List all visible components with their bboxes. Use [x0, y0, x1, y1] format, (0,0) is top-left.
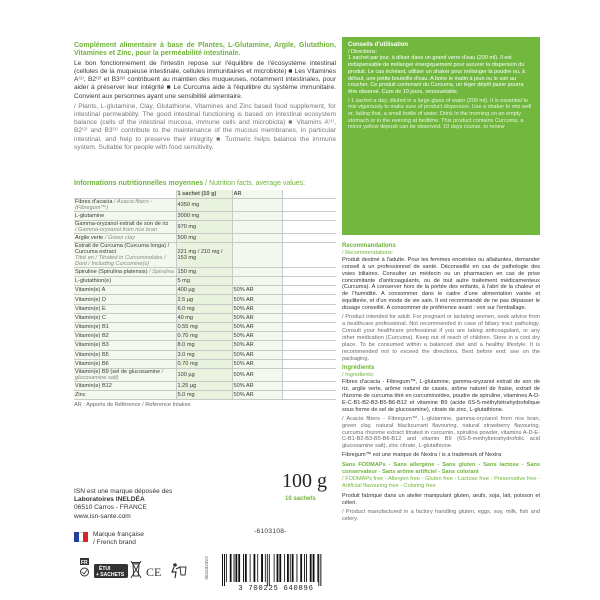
barcode-bar: [274, 554, 275, 582]
picto-line1: ÉTUI: [99, 566, 111, 572]
product-description: [74, 42, 336, 152]
nutrient-label: Extrait de Curcuma (Curcuma longa) / Curcuma extract: [75, 242, 170, 255]
tidyman-icon: [172, 563, 186, 578]
description-fr: Le bon fonctionnement de l'intestin repose sur l'équilibre de l'écosystème intestinal (cellules de la muqueuse intestinale, cellules immunitaires et microbiote) ■ Les Vitamines A⁽¹⁾, B2⁽²⁾ et B3⁽³⁾ contribuent au maintien des muqueuses, notamment intestinales, pour aider à préserver leur intégrité ■ Le Curcuma aide à l'équilibre du système immunitaire. Convient aux personnes ayant une sensibilité alimentaire.: [74, 59, 336, 100]
barcode-bar: [289, 554, 290, 582]
brand-line-1: ISN est une marque déposée des: [74, 488, 173, 495]
barcode-bar: [261, 554, 263, 582]
barcode-bar: [267, 554, 268, 586]
barcode-bar: [290, 554, 291, 582]
header-blank: [74, 190, 176, 198]
barcode-bar: [271, 554, 274, 582]
nutrient-label: Vitamin(e) B5: [75, 351, 109, 358]
barcode-bar: [279, 554, 281, 582]
nutrient-ar: 50% AR: [232, 368, 282, 381]
nutrient-label: Vitamin(e) E: [75, 305, 106, 312]
nutrient-extra: [282, 242, 336, 267]
nutrient-name: [74, 295, 176, 304]
nutrient-extra: [282, 286, 336, 295]
directions-title: Conseils d'utilisation: [348, 42, 409, 48]
nutrition-row: [74, 198, 336, 211]
nutrient-name: [74, 286, 176, 295]
barcode-bar: [294, 554, 297, 582]
nutrient-ar: 50% AR: [232, 286, 282, 295]
nutrition-row: [74, 313, 336, 322]
nutrition-title-fr: Informations nutritionnelles moyennes: [74, 180, 204, 187]
nutrient-ar: 50% AR: [232, 359, 282, 368]
nutrient-name: [74, 211, 176, 220]
nutrient-name: [74, 267, 176, 276]
nutrient-ar: [232, 233, 282, 242]
ingredients-fr: Fibres d'acacia - Fibregum™, L-glutamine, gamma-oryzanol extrait de son de riz, argile verte, arôme naturel de cassis, arôme naturel de fraise, extrait de rhizome de curcuma titré en curcuminoïdes, poudre de spiruline, vitamines A-D-E-C-B1-B2-B3-B5-B6-B12 et vitamine B9 (acide 6S-5-méthyltétrahydrofolique sous forme de sel de glucosamine), citrate de zinc, L-glutathione.: [342, 379, 540, 413]
nutrition-row: [74, 242, 336, 267]
nutrient-sublabel: Titré en / Titrated in Curcuminoïdes / Dont / Including Curcumine(s): [75, 254, 166, 267]
nutrient-extra: [282, 323, 336, 332]
barcode-bar: [240, 554, 243, 582]
nutrition-row: [74, 350, 336, 359]
nutrient-extra: [282, 277, 336, 286]
nutrient-value: 500 mg: [176, 233, 232, 242]
reference-intake-note: AR : Apports de Référence / Reference Intakes: [74, 402, 191, 409]
nutrient-label: Vitamin(e) C: [75, 314, 106, 321]
nutrition-row: [74, 277, 336, 286]
brand-website[interactable]: www.isn-sante.com: [74, 512, 131, 520]
nutrient-extra: [282, 381, 336, 390]
barcode-bar: [317, 554, 318, 582]
barcode-bar: [235, 554, 236, 582]
nutrient-name: [74, 332, 176, 341]
nutrition-header-row: [74, 190, 336, 198]
nutrient-sublabel: / Spirulina: [147, 268, 174, 275]
product-headline: Complément alimentaire à base de Plantes, L-Glutamine, Argile, Glutathion, Vitamines et Zinc, pour la perméabilité intestinale.: [74, 42, 336, 58]
nutrient-name: [74, 198, 176, 211]
recycle-box-icon: [94, 564, 128, 578]
french-brand-en: / French brand: [93, 538, 136, 546]
nutrient-name: [74, 304, 176, 313]
nutrient-value: 40 mg: [176, 313, 232, 322]
french-flag-icon: [74, 532, 88, 542]
nutrition-row: [74, 341, 336, 350]
nutrient-value: 1.25 µg: [176, 381, 232, 390]
nutrient-extra: [282, 198, 336, 211]
recommendations-en: / Product intended for adult. For pregnant or lactating women, seek advice from a healthcare professional. Not recommended in case of biliary tract pathology. Consult your healthcare professional if you are taking anticoagulant, or any other medication (Curcuma). Keep out of reach of children. Store in a cool dry place. To be consumed within a balanced diet and a healthy lifestyle. It is recommended not to exceed the directions. Best before end: see on the packaging.: [342, 314, 540, 362]
nutrient-ar: 50% AR: [232, 323, 282, 332]
barcode-bar: [277, 554, 279, 582]
nutrient-value: 0.70 mg: [176, 359, 232, 368]
nutrient-value: 0.70 mg: [176, 332, 232, 341]
barcode-bar: [297, 554, 298, 582]
ingredients-en: / Acacia fibers - Fibregum™, L-glutamine, gamma-oryzanol from rice bran, green clay, natural blackcurrant flavouring, natural strawberry flavouring, curcuma rhizome extract titrated in curcumin, spirulina powder, vitamins A-D-E-C-B1-B2-B3-B5-B6-B12 and vitamin B9 (6S-5-methyltetrahydrofolic acid glucosamine salt), zinc citrate, L-glutathione.: [342, 415, 540, 450]
nutrient-ar: 50% AR: [232, 350, 282, 359]
barcode-bar: [244, 554, 245, 582]
nutrient-ar: [232, 267, 282, 276]
nutrient-extra: [282, 295, 336, 304]
nutrient-value: 400 µg: [176, 286, 232, 295]
barcode-bar: [265, 554, 266, 582]
nutrient-extra: [282, 350, 336, 359]
recycling-pictograms: [80, 556, 200, 586]
barcode-bar: [226, 554, 227, 582]
nutrient-ar: [232, 198, 282, 211]
nutrient-extra: [282, 313, 336, 322]
nutrient-extra: [282, 220, 336, 233]
barcode-bar: [224, 554, 225, 586]
nutrition-row: [74, 323, 336, 332]
nutrient-value: 8.0 mg: [176, 341, 232, 350]
nutrient-label: Vitamin(e) B12: [75, 383, 112, 390]
barcode-bar: [300, 554, 302, 582]
nutrient-value: 6.0 mg: [176, 304, 232, 313]
ingredients-subtitle: / Ingredients:: [342, 372, 375, 379]
recommendations-fr: Produit destiné à l'adulte. Pour les femmes enceintes ou allaitantes, demander conseil à un professionnel de santé. Déconseillé en cas de pathologie des voies biliaires. Consulter un médecin ou un pharmacien en cas de prise concomitante d'anticoagulants, ou de tout autre traitement médicamenteux (Curcuma). A conserver hors de la portée des enfants, à l'abri de la chaleur et de l'humidité. A consommer dans le cadre d'une alimentation variée et équilibrée, et d'un mode de vie sain. Il est recommandé de ne pas dépasser le dosage conseillé. A consommer de préférence avant : voir sur l'emballage.: [342, 256, 540, 312]
barcode-bar: [312, 554, 313, 582]
nutrient-name: [74, 233, 176, 242]
header-ar: AR: [232, 190, 282, 198]
barcode-bar: [223, 554, 224, 586]
nutrient-name: [74, 341, 176, 350]
barcode-bar: [232, 554, 234, 582]
barcode-number: 3 700225 640896: [238, 585, 314, 593]
nutrient-label: Vitamin(e) D: [75, 296, 106, 303]
barcode-bar: [245, 554, 247, 582]
barcode-bar: [304, 554, 305, 582]
nutrition-row: [74, 233, 336, 242]
directions-subtitle: / Directions:: [348, 48, 378, 55]
barcode-bar: [302, 554, 304, 582]
barcode-bar: [227, 554, 230, 582]
nutrition-title: [74, 180, 336, 187]
barcode-bar: [284, 554, 285, 582]
recommendations: [342, 243, 540, 525]
nutrient-value: 4350 mg: [176, 198, 232, 211]
barcode-bar: [270, 554, 271, 586]
nutrient-label: Gamma-oryzanol extrait de son de riz: [75, 220, 169, 227]
nutrient-label: Zinc: [75, 392, 86, 399]
recommendations-title: Recommandations: [342, 243, 396, 249]
nutrient-extra: [282, 368, 336, 381]
brand-line-2: [74, 496, 172, 504]
nutrient-label: L-glutamine: [75, 212, 105, 219]
barcode-bar: [318, 554, 319, 586]
picto-fr: FR: [81, 560, 88, 566]
barcode-bar: [243, 554, 244, 582]
nutrition-row: [74, 211, 336, 220]
nutrition-row: [74, 359, 336, 368]
nutrient-name: [74, 359, 176, 368]
nutrient-label: Fibres d'acacia: [75, 198, 113, 205]
barcode-bar: [225, 554, 226, 582]
nutrient-ar: 50% AR: [232, 381, 282, 390]
nutrient-sublabel: / Gamma-oryzanol from rice bran: [75, 226, 158, 233]
directions-box: [342, 37, 540, 235]
nutrition-row: [74, 304, 336, 313]
barcode-bar: [251, 554, 254, 582]
barcode-bar: [281, 554, 284, 582]
barcode-bar: [275, 554, 277, 582]
nutrition-row: [74, 220, 336, 233]
nutrient-name: [74, 391, 176, 400]
barcode-bar: [238, 554, 240, 582]
nutrient-value: 5 mg: [176, 277, 232, 286]
nutrient-name: [74, 277, 176, 286]
nutrient-label: Spiruline (Spirulina platensis): [75, 268, 148, 275]
description-en: / Plants, L-glutamine, Clay, Glutathione, Vitamines and Zinc based food supplement, for intestinal permeability. The good intestinal functioning is based on intestinal ecosystem balance (cells of the intestinal mucosa, immune cells and microbiota) ■ Vitamins A⁽¹⁾, B2⁽²⁾ and B3⁽³⁾ contribute to the maintenance of the mucous membranes, in particular intestinal, and help to preserve their integrity ■ Turmeric helps balance the immune system. Suitable for people with food sensitivity.: [74, 102, 336, 151]
nutrient-value: 970 mg: [176, 220, 232, 233]
net-weight: 100 g: [282, 470, 327, 492]
nutrient-ar: [232, 211, 282, 220]
barcode-bar: [257, 554, 258, 582]
trademark-note: Fibregum™ est une marque de Nexira / is a trademark of Nexira: [342, 452, 502, 459]
barcode-bar: [247, 554, 250, 582]
nutrient-ar: 50% AR: [232, 332, 282, 341]
nutrient-ar: 50% AR: [232, 295, 282, 304]
lot-number: -6103108-: [254, 528, 287, 535]
barcode-bar: [237, 554, 238, 582]
barcode-bar: [320, 554, 321, 586]
recommendations-subtitle: / Recommendations:: [342, 249, 394, 256]
nutrient-ar: 50% AR: [232, 304, 282, 313]
nutrient-label: Vitamin(e) B1: [75, 324, 109, 331]
barcode-bar: [285, 554, 287, 582]
barcode-bar: [268, 554, 269, 586]
nutrient-ar: 50% AR: [232, 391, 282, 400]
barcode-bar: [313, 554, 315, 582]
nutrition-row: [74, 381, 336, 390]
nutrient-name: [74, 381, 176, 390]
nutrient-sublabel: / glucosamine salt): [75, 368, 164, 381]
nutrient-name: [74, 313, 176, 322]
barcode-bar: [305, 554, 306, 582]
nutrient-value: 3.0 mg: [176, 350, 232, 359]
barcode-bar: [263, 554, 265, 582]
barcode-bar: [287, 554, 289, 582]
brand-line-3: 06510 Carros - FRANCE: [74, 504, 147, 512]
nutrient-value: 221 mg / 210 mg / 153 mg: [176, 242, 232, 267]
nutrient-extra: [282, 391, 336, 400]
nutrition-row: [74, 332, 336, 341]
barcode-bars: [216, 554, 336, 586]
nutrient-value: 150 mg: [176, 267, 232, 276]
barcode-bar: [278, 554, 279, 582]
nutrition-table: [74, 190, 336, 400]
barcode-bar: [292, 554, 294, 582]
barcode-bar: [297, 554, 300, 582]
nutrition-row: [74, 391, 336, 400]
lab-name: Laboratoires INELDÉA: [74, 496, 145, 504]
nutrient-ar: 50% AR: [232, 313, 282, 322]
barcode-bar: [291, 554, 292, 582]
nutrient-sublabel: / Green clay: [103, 234, 136, 241]
nutrient-ar: [232, 242, 282, 267]
french-brand-fr: Marque française: [93, 531, 144, 538]
barcode-bar: [319, 554, 320, 586]
nutrient-label: Vitamin(e) B6: [75, 360, 109, 367]
flag-red: [83, 532, 88, 542]
nutrient-extra: [282, 341, 336, 350]
reference-code: 0610323V2: [204, 556, 209, 580]
ingredients-title: Ingrédients: [342, 365, 375, 372]
picto-line2: + SACHETS: [96, 572, 125, 578]
brand-info: [74, 488, 172, 521]
nutrient-extra: [282, 267, 336, 276]
sachet-count: 10 sachets: [285, 496, 316, 502]
nutrient-name: [74, 220, 176, 233]
nutrient-extra: [282, 359, 336, 368]
free-from-en: / FODMAPs free - Allergen free - Gluten free - Lactose free - Preservative free - Artificial flavouring free - Coloring free: [342, 476, 540, 489]
nutrient-value: 0.55 mg: [176, 323, 232, 332]
barcode-bar: [234, 554, 235, 582]
nutrient-extra: [282, 332, 336, 341]
barcode-bar: [222, 554, 223, 586]
nutrition-facts: [74, 180, 336, 408]
nutrient-label: Vitamin(e) B9 (sel de glucosamine: [75, 368, 161, 375]
barcode-bar: [306, 554, 307, 582]
barcode-bar: [230, 554, 232, 582]
barcode-bar: [310, 554, 312, 582]
nutrient-label: Vitamin(e) B2: [75, 333, 109, 340]
nutrient-name: [74, 242, 176, 267]
nutrient-name: [74, 350, 176, 359]
nutrient-ar: 50% AR: [232, 341, 282, 350]
barcode-bar: [315, 554, 318, 582]
header-sachet: 1 sachet (10 g): [176, 190, 232, 198]
factory-note-en: / Product manufactured in a factory handling gluten, eggs, soy, milk, fish and celery.: [342, 508, 540, 522]
nutrient-sublabel: / Acacia fibers - (Fibregum™): [75, 198, 153, 211]
triman-icon: [80, 558, 89, 576]
nutrient-name: [74, 323, 176, 332]
free-from-fr: Sans FODMAPs - Sans allergène - Sans gluten - Sans lactose - Sans conservateur - Sans arôme artificiel - Sans colorant: [342, 462, 540, 476]
nutrition-title-en: / Nutrition facts, average values:: [205, 180, 306, 187]
nutrient-name: [74, 368, 176, 381]
barcode-bar: [307, 554, 310, 582]
french-brand-label: [93, 531, 144, 546]
nutrient-label: Argile verte: [75, 234, 104, 241]
directions-fr: 1 sachet par jour, à diluer dans un grand verre d'eau (200 ml). Il est indispensable de mélanger énergiquement pour assurer la dispersion du produit. Le cas échéant, utiliser un shaker pour mélanger la poudre ou, à défaut, une petite bouteille d'eau. A boire le matin à jeun ou le soir au coucher. Ce produit contenant du Curcuma, un léger dépôt jaune pourra être observé. Cure de 10 jours, renouvelable.: [348, 55, 526, 95]
bin-icon: [131, 561, 141, 578]
nutrient-value: 3000 mg: [176, 211, 232, 220]
nutrition-row: [74, 295, 336, 304]
barcode-bar: [269, 554, 270, 586]
barcode-bar: [258, 554, 261, 582]
nutrient-label: Vitamin(e) A: [75, 287, 106, 294]
nutrition-row: [74, 368, 336, 381]
nutrient-extra: [282, 304, 336, 313]
nutrient-extra: [282, 233, 336, 242]
nutrient-ar: [232, 220, 282, 233]
nutrient-value: 2.5 µg: [176, 295, 232, 304]
nutrition-row: [74, 286, 336, 295]
nutrition-row: [74, 267, 336, 276]
directions-en: / 1 sachet a day, diluted in a large glass of water (200 ml). It is essential to mix vigorously to make sure of product dispersion. Use a shaker to mix well or, failing that, a small bottle of water. Drink in the morning on an empty stomach or in the evening at bedtime. This product contains Curcuma, a minor yellow deposit can be observed. 10 days course, to renew: [348, 97, 532, 131]
factory-note-fr: Produit fabriqué dans un atelier manipulant gluten, œufs, soja, lait, poisson et céleri.: [342, 492, 540, 506]
nutrient-extra: [282, 211, 336, 220]
nutrient-value: 100 µg: [176, 368, 232, 381]
nutrient-label: Vitamin(e) B3: [75, 342, 109, 349]
barcode-bar: [255, 554, 257, 582]
barcode-bar: [266, 554, 267, 586]
nutrient-value: 5.0 mg: [176, 391, 232, 400]
header-extra: [282, 190, 336, 198]
barcode-bar: [250, 554, 251, 582]
nutrient-label: L-glutathion(e): [75, 278, 112, 285]
barcode-bar: [235, 554, 237, 582]
barcode-bar: [254, 554, 256, 582]
ce-mark: CE: [146, 565, 162, 579]
nutrient-ar: [232, 277, 282, 286]
